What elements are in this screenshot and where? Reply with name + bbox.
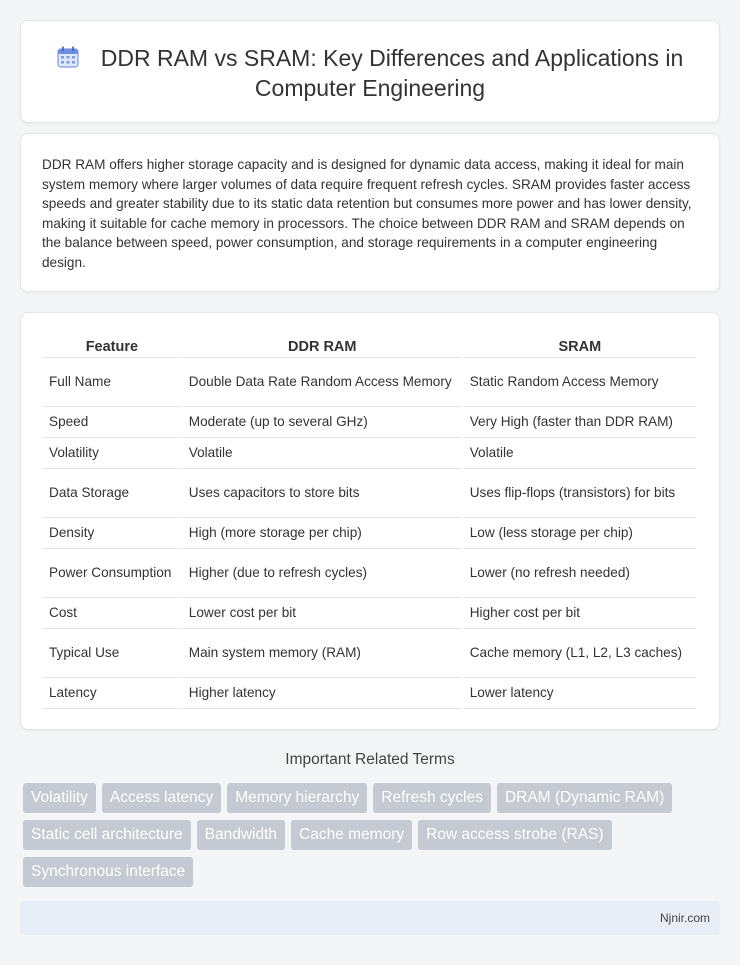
sram-cell: Lower latency — [464, 678, 696, 709]
feature-cell: Data Storage — [43, 469, 181, 518]
summary-card — [20, 133, 720, 292]
ddr-cell: Double Data Rate Random Access Memory — [183, 358, 462, 407]
table-row — [43, 518, 696, 549]
table-row — [43, 598, 696, 629]
table-row — [43, 549, 696, 598]
ddr-cell: Higher (due to refresh cycles) — [183, 549, 462, 598]
header-ddr-ram: DDR RAM — [183, 333, 462, 358]
feature-cell: Typical Use — [43, 629, 181, 678]
header-sram: SRAM — [464, 333, 696, 358]
table-row — [43, 438, 696, 469]
related-term-tag[interactable]: Refresh cycles — [373, 783, 491, 813]
ddr-cell: Uses capacitors to store bits — [183, 469, 462, 518]
feature-cell: Power Consumption — [43, 549, 181, 598]
sram-cell: Very High (faster than DDR RAM) — [464, 407, 696, 438]
sram-cell: Static Random Access Memory — [464, 358, 696, 407]
page-title: DDR RAM vs SRAM: Key Differences and Applications in Computer Engineering — [100, 45, 684, 101]
sram-cell: Lower (no refresh needed) — [464, 549, 696, 598]
table-row — [43, 358, 696, 407]
title-card — [20, 20, 720, 123]
related-term-tag[interactable]: Access latency — [102, 783, 221, 813]
calendar-icon — [57, 45, 79, 67]
ddr-cell: Higher latency — [183, 678, 462, 709]
sram-cell: Cache memory (L1, L2, L3 caches) — [464, 629, 696, 678]
related-term-tag[interactable]: Synchronous interface — [23, 857, 193, 887]
summary-text: DDR RAM offers higher storage capacity and is designed for dynamic data access, making it ideal for main system memory where larger volumes of data require frequent refresh cycles. SRAM provides faster access speeds and greater stability due to its static data retention but consumes more power and has lower density, making it suitable for cache memory in processors. The choice between DDR RAM and SRAM depends on the balance between speed, power consumption, and storage requirements in a computer engineering design. — [42, 157, 692, 270]
table-row — [43, 407, 696, 438]
feature-cell: Density — [43, 518, 181, 549]
table-header-row — [43, 333, 696, 358]
comparison-table — [41, 333, 698, 709]
sram-cell: Low (less storage per chip) — [464, 518, 696, 549]
ddr-cell: Lower cost per bit — [183, 598, 462, 629]
feature-cell: Volatility — [43, 438, 181, 469]
feature-cell: Speed — [43, 407, 181, 438]
related-term-tag[interactable]: Volatility — [23, 783, 96, 813]
footer-site-link[interactable]: Njnir.com — [659, 911, 710, 925]
related-terms-list — [23, 783, 713, 887]
page-title-wrap — [21, 43, 719, 103]
related-term-tag[interactable]: Bandwidth — [197, 820, 285, 850]
footer-bar — [20, 901, 720, 935]
feature-cell: Full Name — [43, 358, 181, 407]
related-terms-title: Important Related Terms — [285, 751, 455, 768]
related-term-tag[interactable]: Static cell architecture — [23, 820, 191, 850]
header-feature: Feature — [43, 333, 181, 358]
sram-cell: Uses flip-flops (transistors) for bits — [464, 469, 696, 518]
ddr-cell: High (more storage per chip) — [183, 518, 462, 549]
ddr-cell: Volatile — [183, 438, 462, 469]
sram-cell: Higher cost per bit — [464, 598, 696, 629]
feature-cell: Cost — [43, 598, 181, 629]
related-term-tag[interactable]: Cache memory — [291, 820, 412, 850]
related-term-tag[interactable]: DRAM (Dynamic RAM) — [497, 783, 672, 813]
related-term-tag[interactable]: Memory hierarchy — [227, 783, 367, 813]
feature-cell: Latency — [43, 678, 181, 709]
related-term-tag[interactable]: Row access strobe (RAS) — [418, 820, 611, 850]
ddr-cell: Main system memory (RAM) — [183, 629, 462, 678]
ddr-cell: Moderate (up to several GHz) — [183, 407, 462, 438]
sram-cell: Volatile — [464, 438, 696, 469]
table-row — [43, 678, 696, 709]
table-row — [43, 629, 696, 678]
table-row — [43, 469, 696, 518]
comparison-table-card — [20, 312, 720, 730]
